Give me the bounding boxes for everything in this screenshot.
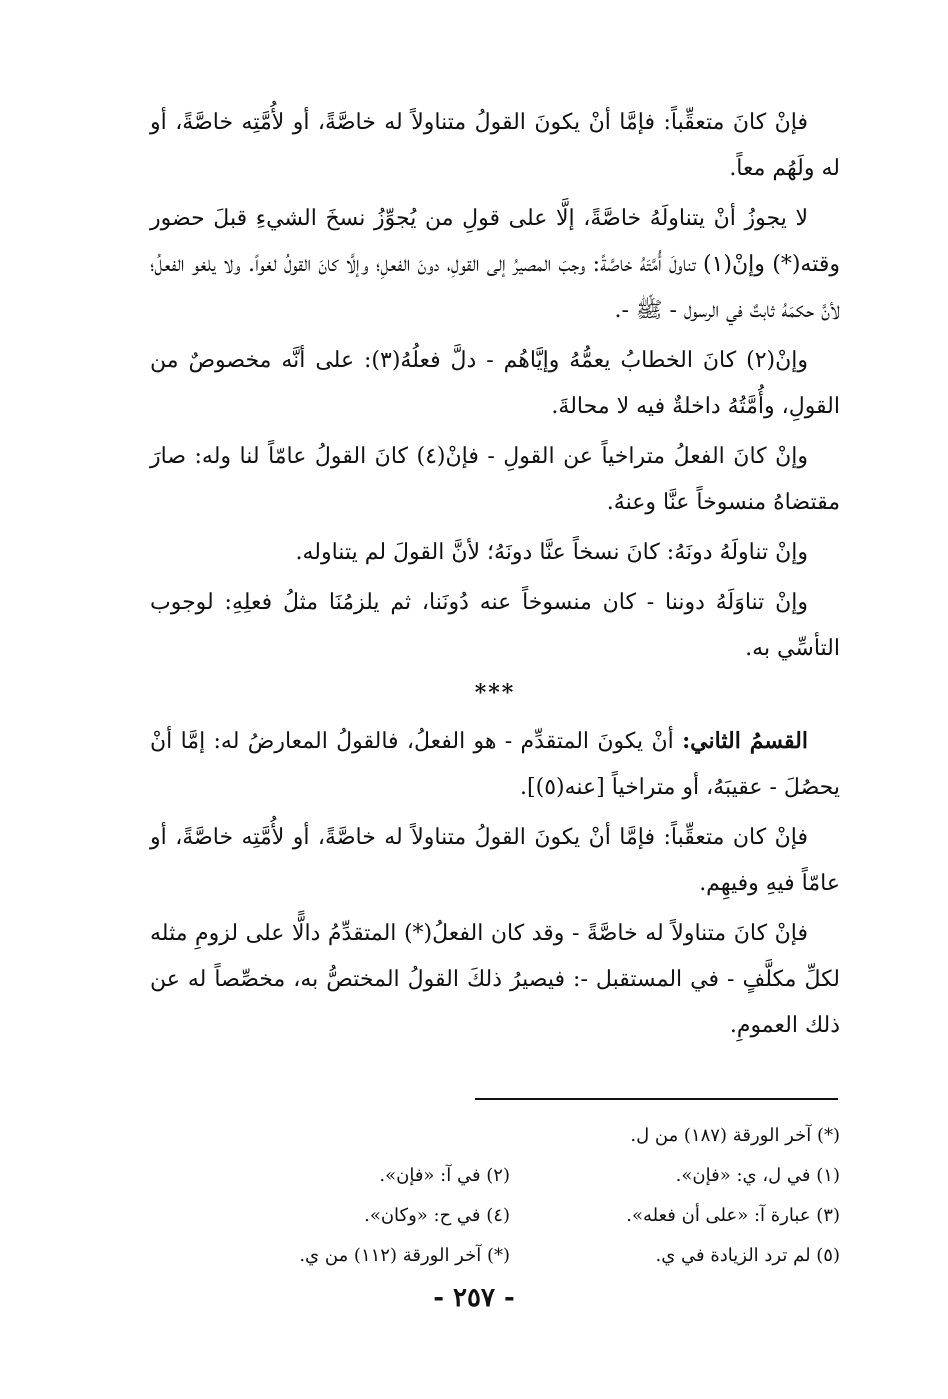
section-separator: ***	[474, 680, 516, 706]
page-number: - ٢٥٧ -	[433, 1283, 515, 1313]
footnote-row-1	[180, 1156, 840, 1196]
footnote-divider	[475, 1098, 838, 1100]
footnote-row-3	[180, 1236, 840, 1276]
section-heading: القسمُ الثاني:	[682, 728, 809, 754]
footnote-star-2: (*) آخر الورقة (١١٢) من ي.	[299, 1245, 510, 1266]
paragraph-6: وإنْ تناوَلَهُ دوننا - كان منسوخاً عنه دُونَنا، ثم يلزمُنَا مثلُ فعلِهِ: لوجوب التأسِّي به.	[150, 590, 840, 661]
footnote-5: (٥) لم ترد الزيادة في ي.	[655, 1245, 840, 1266]
paragraph-1: فإنْ كانَ متعقِّباً: فإمَّا أنْ يكونَ القولُ متناولاً له خاصَّةً، أو لأُمَّتِه خاصَّةً، أو له ولَهُم معاً.	[150, 110, 840, 181]
footnote-row-2	[180, 1196, 840, 1236]
paragraph-4: وإنْ كانَ الفعلُ متراخياً عن القولِ - فإنْ(٤) كانَ القولُ عامّاً لنا وله: صارَ مقتضاهُ منسوخاً عنَّا وعنهُ.	[150, 444, 840, 515]
paragraph-2: لا يجوزُ أنْ يتناولَهُ خاصَّةً، إلَّا على قولِ من يُجوِّزُ نسخَ الشيءِ قبلَ حضور وقته(*) وإنْ(١) تناولَ أُمَّتَهُ خاصَّةً: وجبَ المصيرُ إلى القولِ، دونَ الفعلِ؛ وإلَّا كانَ القولُ لغواً. ولا يلغو الفعلُ؛ لأنَّ حكمَهُ ثابتٌ في الرسول - ﷺ -.	[150, 206, 840, 323]
paragraph-9: فإنْ كانَ متناولاً له خاصَّةً - وقد كان الفعلُ(*) المتقدِّمُ دالًّا على لزومِ مثله لكلِّ مكلَّفٍ - في المستقبل -: فيصيرُ ذلكَ القولُ المختصُّ به، مخصِّصاً له عن ذلك العمومِ.	[150, 921, 840, 1038]
footnote-3: (٣) عبارة آ: «على أن فعله».	[626, 1205, 840, 1226]
footnote-4: (٤) في ح: «وكان».	[364, 1205, 510, 1226]
footnote-2: (٢) في آ: «فإن».	[379, 1165, 510, 1186]
footnote-star-1: (*) آخر الورقة (١٨٧) من ل.	[630, 1125, 840, 1146]
paragraph-5: وإنْ تناولَهُ دونَهُ: كانَ نسخاً عنَّا دونَهُ؛ لأنَّ القولَ لم يتناوله.	[295, 540, 808, 565]
main-text	[150, 100, 840, 1053]
paragraph-7-text: أنْ يكونَ المتقدِّم - هو الفعلُ، فالقولُ المعارضُ له: إمَّا أنْ يحصُلَ - عقيبَهُ، أو متراخياً [عنه(٥)].	[150, 729, 840, 800]
paragraph-7	[150, 718, 840, 811]
paragraph-3: وإنْ(٢) كانَ الخطابُ يعمُّهُ وإيَّاهُم - دلَّ فعلُهُ(٣): على أنَّه مخصوصٌ من القولِ، وأُمَّتُهُ داخلةٌ فيه لا محالةَ.	[150, 348, 840, 419]
paragraph-8: فإنْ كان متعقِّباً: فإمَّا أنْ يكونَ القولُ متناولاً له خاصَّةً، أو لأُمَّتِه خاصَّةً، أو عامّاً فيهِ وفيهِم.	[150, 825, 840, 896]
footnotes	[180, 1116, 840, 1276]
footnote-1: (١) في ل، ي: «فإن».	[675, 1165, 840, 1186]
